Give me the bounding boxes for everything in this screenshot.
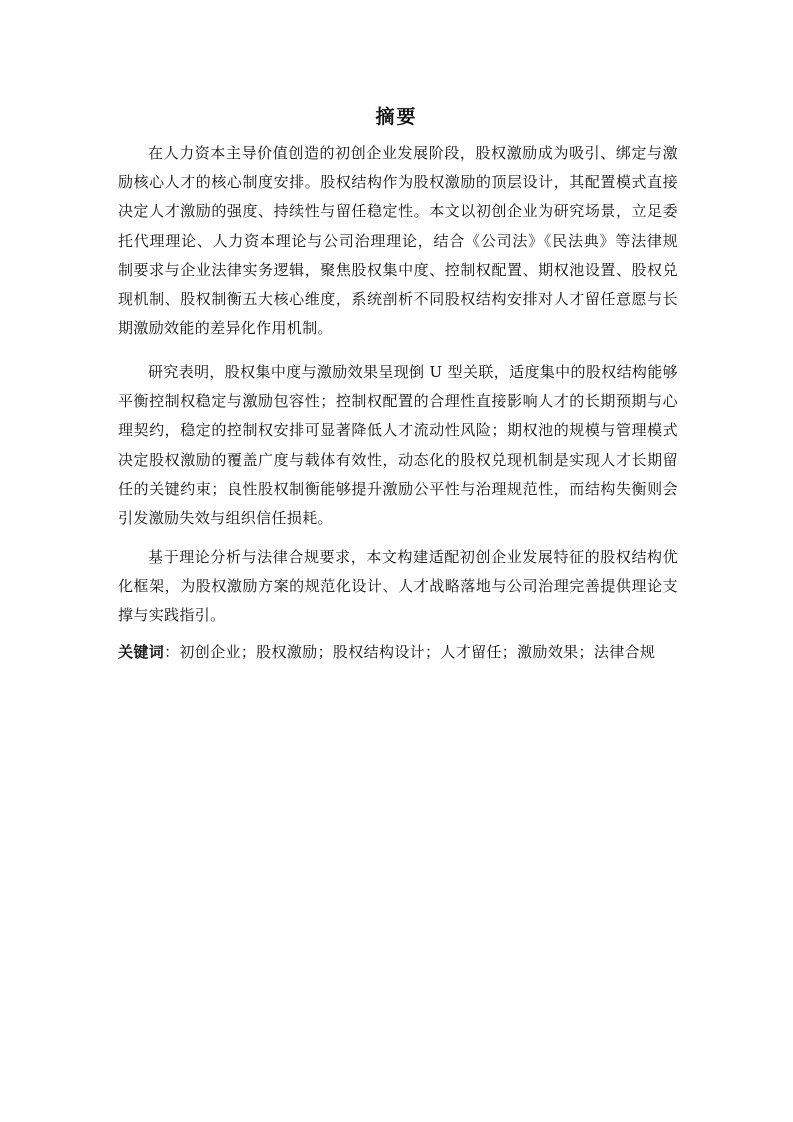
keywords-line <box>118 638 678 667</box>
abstract-paragraph-2: 研究表明，股权集中度与激励效果呈现倒 U 型关联，适度集中的股权结构能够平衡控制权稳定与激励包容性；控制权配置的合理性直接影响人才的长期预期与心理契约，稳定的控制权安排可显著降低人才流动性风险；期权池的规模与管理模式决定股权激励的覆盖广度与载体有效性，动态化的股权兑现机制是实现人才长期留任的关键约束；良性股权制衡能够提升激励公平性与治理规范性，而结构失衡则会引发激励失效与组织信任损耗。 <box>118 363 678 528</box>
keywords-colon: ： <box>164 643 180 661</box>
keywords-list: 初创企业；股权激励；股权结构设计；人才留任；激励效果；法律合规 <box>179 643 656 661</box>
abstract-paragraph-1: 在人力资本主导价值创造的初创企业发展阶段，股权激励成为吸引、绑定与激励核心人才的核心制度安排。股权结构作为股权激励的顶层设计，其配置模式直接决定人才激励的强度、持续性与留任稳定性。本文以初创企业为研究场景，立足委托代理理论、人力资本理论与公司治理理论，结合《公司法》《民法典》等法律规制要求与企业法律实务逻辑，聚焦股权集中度、控制权配置、期权池设置、股权兑现机制、股权制衡五大核心维度，系统剖析不同股权结构安排对人才留任意愿与长期激励效能的差异化作用机制。 <box>118 144 678 338</box>
keywords-label: 关键词 <box>118 643 165 661</box>
abstract-title: 摘要 <box>375 106 418 128</box>
abstract-paragraph-3: 基于理论分析与法律合规要求，本文构建适配初创企业发展特征的股权结构优化框架，为股权激励方案的规范化设计、人才战略落地与公司治理完善提供理论支撑与实践指引。 <box>118 548 678 625</box>
